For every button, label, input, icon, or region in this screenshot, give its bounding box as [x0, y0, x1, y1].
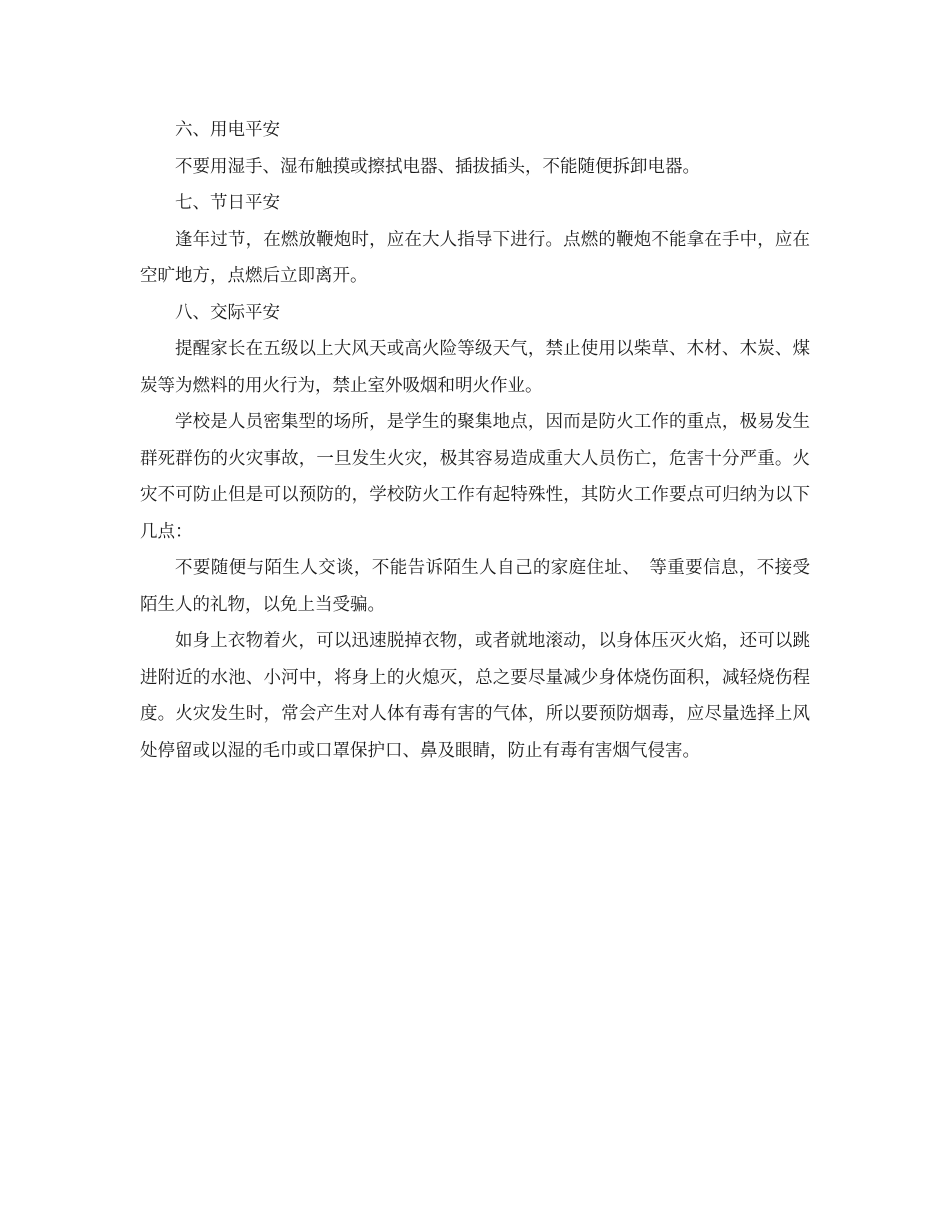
paragraph-electricity: 不要用湿手、湿布触摸或擦拭电器、插拔插头，不能随便拆卸电器。: [175, 156, 700, 177]
paragraph-clothing-fire: 如身上衣物着火，可以迅速脱掉衣物，或者就地滚动，以身体压灭火焰，还可以跳进附近的水池、小河中，将身上的火熄灭，总之要尽量减少身体烧伤面积，减轻烧伤程度。火灾发生时，常会产生对人体有毒有害的气体，所以要预防烟毒，应尽量选择上风处停留或以湿的毛巾或口罩保护口、鼻及眼睛，防止有毒有害烟气侵害。: [140, 631, 810, 761]
section-heading-holiday: 七、节日平安: [175, 193, 280, 213]
paragraph-strangers: 不要随便与陌生人交谈，不能告诉陌生人自己的家庭住址、 等重要信息，不接受陌生人的礼物，以免上当受骗。: [140, 558, 810, 615]
section-heading-social: 八、交际平安: [175, 302, 280, 323]
paragraph-holiday: 逢年过节，在燃放鞭炮时，应在大人指导下进行。点燃的鞭炮不能拿在手中，应在空旷地方，点燃后立即离开。: [140, 229, 810, 286]
section-heading-electricity: 六、用电平安: [175, 120, 280, 140]
document-body: [140, 112, 810, 769]
paragraph-school-fire: 学校是人员密集型的场所，是学生的聚集地点，因而是防火工作的重点，极易发生群死群伤的火灾事故，一旦发生火灾，极其容易造成重大人员伤亡，危害十分严重。火灾不可防止但是可以预防的，学校防火工作有起特殊性，其防火工作要点可归纳为以下几点：: [140, 412, 810, 542]
paragraph-fire-weather: 提醒家长在五级以上大风天或高火险等级天气，禁止使用以柴草、木材、木炭、煤炭等为燃料的用火行为，禁止室外吸烟和明火作业。: [140, 339, 810, 396]
